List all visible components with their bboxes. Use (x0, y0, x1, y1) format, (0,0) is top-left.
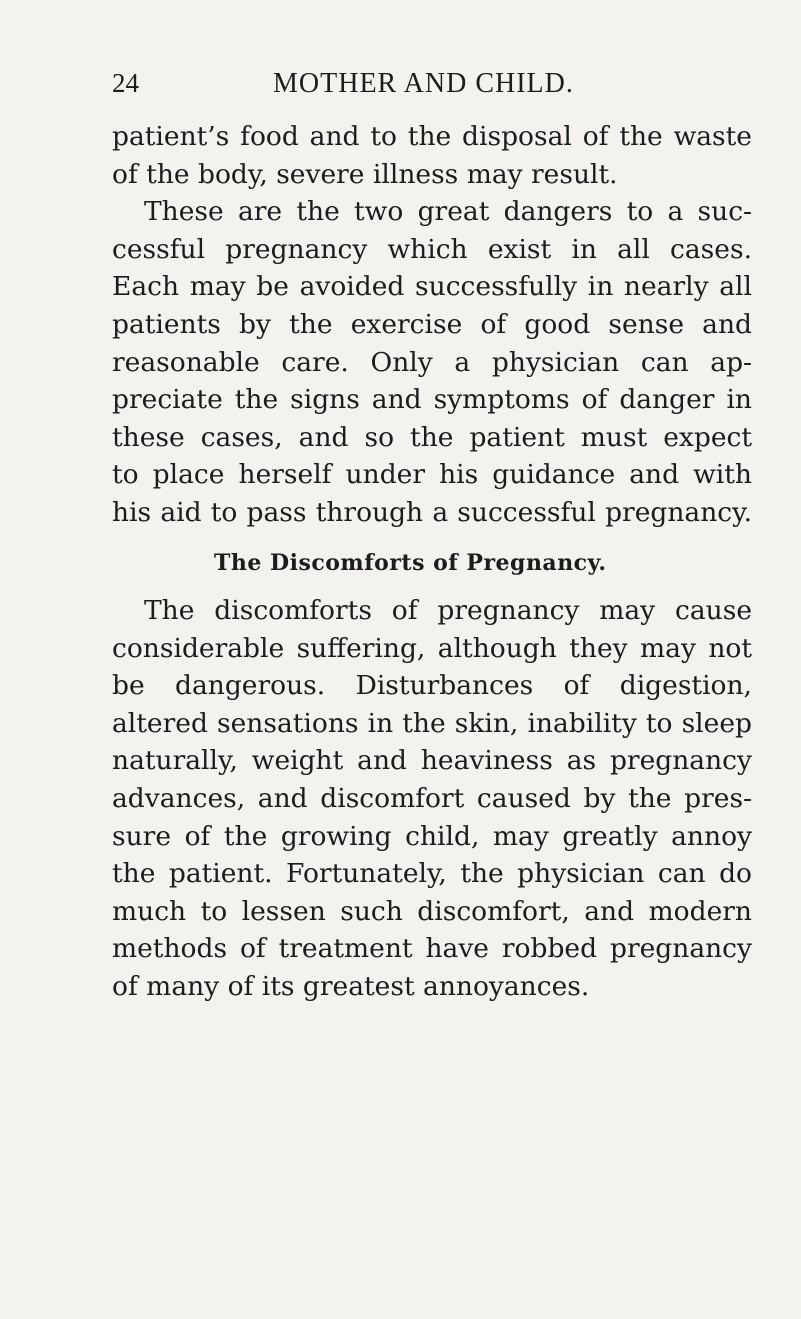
text-line: the patient. Fortunately, the physician can do (112, 858, 752, 890)
text-line: naturally, weight and heaviness as pregnancy (112, 745, 752, 777)
running-title: MOTHER AND CHILD. (273, 68, 574, 99)
body-text-section-1 (112, 118, 752, 532)
text-line: his aid to pass through a successful pregnancy. (112, 496, 752, 528)
text-line: reasonable care. Only a physician can ap- (112, 346, 752, 378)
text-line: to place herself under his guidance and with (112, 459, 752, 491)
text-line: altered sensations in the skin, inability to sleep (112, 707, 752, 739)
page-number: 24 (112, 68, 139, 98)
text-line: The discomforts of pregnancy may cause (144, 595, 752, 626)
text-line: much to lessen such discomfort, and modern (112, 895, 752, 927)
running-head (112, 68, 740, 108)
text-line: patient’s food and to the disposal of the waste (112, 121, 752, 152)
text-line: methods of treatment have robbed pregnancy (112, 933, 752, 965)
text-line: cessful pregnancy which exist in all cases. (112, 233, 752, 265)
text-line: preciate the signs and symptoms of danger in (112, 384, 752, 416)
text-line: of many of its greatest annoyances. (112, 970, 590, 1002)
text-line: Each may be avoided successfully in nearly all (112, 271, 752, 303)
text-line: advances, and discomfort caused by the pres- (112, 782, 752, 814)
text-line: These are the two great dangers to a suc- (144, 196, 752, 228)
text-line: sure of the growing child, may greatly annoy (112, 820, 752, 852)
text-line: of the body, severe illness may result. (112, 158, 618, 190)
body-text-section-2 (112, 592, 752, 1006)
section-heading: The Discomforts of Pregnancy. (214, 550, 607, 576)
text-line: patients by the exercise of good sense and (112, 308, 752, 340)
text-line: these cases, and so the patient must expect (112, 421, 752, 453)
text-line: considerable suffering, although they may not (112, 632, 752, 664)
text-line: be dangerous. Disturbances of digestion, (112, 670, 752, 702)
